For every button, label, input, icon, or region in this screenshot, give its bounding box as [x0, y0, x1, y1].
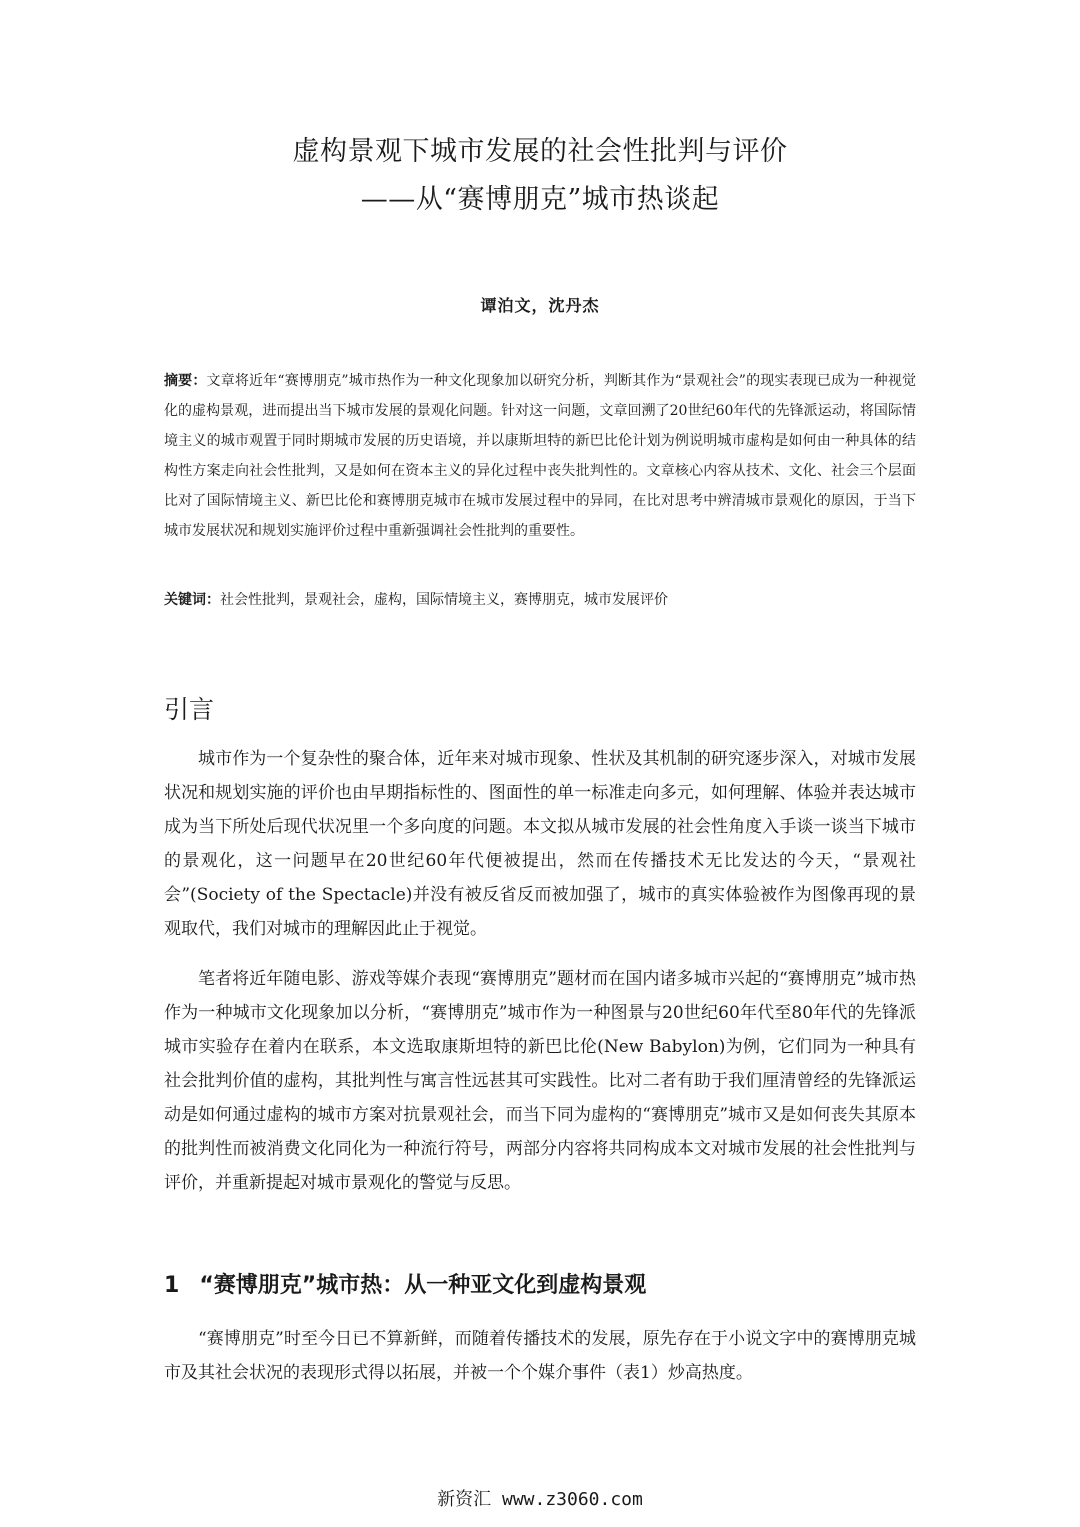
- title-block: [0, 128, 1080, 224]
- keywords-text: 社会性批判，景观社会，虚构，国际情境主义，赛博朋克，城市发展评价: [220, 592, 668, 608]
- footer-watermark: 新资汇 www.z3060.com: [437, 1489, 643, 1510]
- intro-paragraph-1: 城市作为一个复杂性的聚合体，近年来对城市现象、性状及其机制的研究逐步深入，对城市发展状况和规划实施的评价也由早期指标性的、图面性的单一标准走向多元，如何理解、体验并表达城市成为当下所处后现代状况里一个多向度的问题。本文拟从城市发展的社会性角度入手谈一谈当下城市的景观化，这一问题早在20世纪60年代便被提出，然而在传播技术无比发达的今天，“景观社会”(Society of the Spectacle)并没有被反省反而被加强了，城市的真实体验被作为图像再现的景观取代，我们对城市的理解因此止于视觉。: [164, 749, 916, 939]
- section-1-title: “赛博朋克”城市热：从一种亚文化到虚构景观: [199, 1273, 647, 1298]
- intro-heading: 引言: [164, 695, 215, 724]
- keywords: [164, 588, 916, 612]
- section-1-number: 1: [164, 1273, 180, 1298]
- paper-subtitle: ——从“赛博朋克”城市热谈起: [360, 184, 720, 215]
- abstract-label: 摘要：: [164, 373, 207, 389]
- section-1-paragraph-1: “赛博朋克”时至今日已不算新鲜，而随着传播技术的发展，原先存在于小说文字中的赛博朋克城市及其社会状况的表现形式得以拓展，并被一个个媒介事件（表1）炒高热度。: [164, 1329, 916, 1383]
- keywords-label: 关键词：: [164, 592, 220, 608]
- abstract-text: 文章将近年“赛博朋克”城市热作为一种文化现象加以研究分析，判断其作为“景观社会”的现实表现已成为一种视觉化的虚构景观，进而提出当下城市发展的景观化问题。针对这一问题，文章回溯了20世纪60年代的先锋派运动，将国际情境主义的城市观置于同时期城市发展的历史语境，并以康斯坦特的新巴比伦计划为例说明城市虚构是如何由一种具体的结构性方案走向社会性批判，又是如何在资本主义的异化过程中丧失批判性的。文章核心内容从技术、文化、社会三个层面比对了国际情境主义、新巴比伦和赛博朋克城市在城市发展过程中的异同，在比对思考中辨清城市景观化的原因，于当下城市发展状况和规划实施评价过程中重新强调社会性批判的重要性。: [164, 373, 916, 539]
- intro-paragraph-2: 笔者将近年随电影、游戏等媒介表现“赛博朋克”题材而在国内诸多城市兴起的“赛博朋克”城市热作为一种城市文化现象加以分析，“赛博朋克”城市作为一种图景与20世纪60年代至80年代的先锋派城市实验存在着内在联系，本文选取康斯坦特的新巴比伦(New Babylon)为例，它们同为一种具有社会批判价值的虚构，其批判性与寓言性远甚其可实践性。比对二者有助于我们厘清曾经的先锋派运动是如何通过虚构的城市方案对抗景观社会，而当下同为虚构的“赛博朋克”城市又是如何丧失其原本的批判性而被消费文化同化为一种流行符号，两部分内容将共同构成本文对城市发展的社会性批判与评价，并重新提起对城市景观化的警觉与反思。: [164, 969, 916, 1193]
- authors: 谭泊文，沈丹杰: [480, 296, 600, 315]
- section-1-heading: [164, 1268, 646, 1299]
- paper-title: 虚构景观下城市发展的社会性批判与评价: [292, 136, 788, 167]
- abstract: [164, 366, 916, 546]
